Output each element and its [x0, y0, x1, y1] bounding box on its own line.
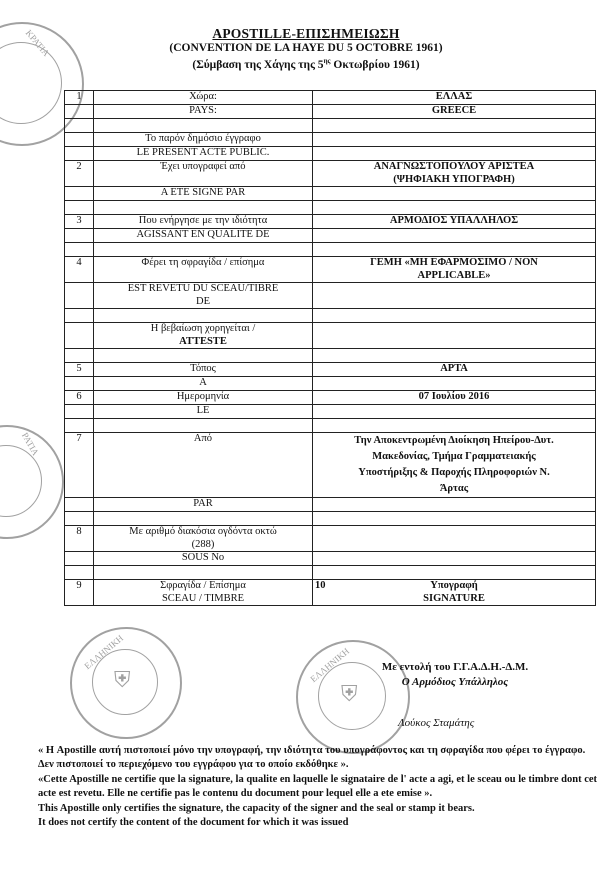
table-row	[65, 498, 596, 512]
field-value: ΑΡΤΑ	[313, 363, 596, 377]
apostille-table	[64, 90, 596, 606]
table-row	[65, 283, 596, 309]
field-label: Η βεβαίωση χορηγείται / ATTESTE	[94, 323, 313, 349]
disclaimer	[38, 744, 598, 831]
field-value: Την Αποκεντρωμένη Διοίκηση Ηπείρου-Δυτ. Μακεδονίας, Τμήμα Γραμματειακής Υποστήριξης & Παροχής Πληροφοριών Ν. Άρτας	[313, 433, 596, 498]
convention-fr: (CONVENTION DE LA HAYE DU 5 OCTOBRE 1961)	[169, 42, 443, 54]
table-row	[65, 133, 596, 147]
table-row	[65, 215, 596, 229]
signature-block	[330, 656, 580, 690]
table-row	[65, 433, 596, 498]
row-number: 6	[65, 391, 94, 405]
field-value: ΓΕΜΗ «ΜΗ ΕΦΑΡΜΟΣΙΜΟ / NON APPLICABLE»	[313, 257, 596, 283]
field-label: Το παρόν δημόσιο έγγραφο	[94, 133, 313, 147]
row-number: 8	[65, 526, 94, 552]
field-label: Φέρει τη σφραγίδα / επίσημα	[94, 257, 313, 283]
signer-name: Λούκος Σταμάτης	[398, 717, 475, 729]
field-label: Που ενήργησε με την ιδιότητα	[94, 215, 313, 229]
official-seal-right: ΕΛΛΗΝΙΚΗ ⛨	[296, 640, 410, 754]
field-label: Με αριθμό διακόσια ογδόντα οκτώ (288)	[94, 526, 313, 552]
table-row	[65, 552, 596, 566]
row-number: 9	[65, 580, 94, 606]
table-row	[65, 243, 596, 257]
field-label: Τόπος	[94, 363, 313, 377]
row-number: 2	[65, 161, 94, 187]
table-row	[65, 405, 596, 419]
row-number: 3	[65, 215, 94, 229]
field-label: SOUS No	[94, 552, 313, 566]
field-value: GREECE	[313, 105, 596, 119]
signature-role: Ο Αρμόδιος Υπάλληλος	[401, 676, 509, 688]
field-value: ΑΝΑΓΝΩΣΤΟΠΟΥΛΟΥ ΑΡΙΣΤΕΑ (ΨΗΦΙΑΚΗ ΥΠΟΓΡΑΦΗ)	[313, 161, 596, 187]
table-row	[65, 105, 596, 119]
disclaimer-greek: « Η Apostille αυτή πιστοποιεί μόνο την υπογραφή, την ιδιότητα του υπογράφοντος και τη σφραγίδα που φέρει το έγγραφο. Δεν πιστοποιεί το περιεχόμενο του εγγράφου για το οποίο εκδόθηκε ».	[38, 745, 586, 770]
table-row	[65, 91, 596, 105]
table-row	[65, 391, 596, 405]
field-label: PAR	[94, 498, 313, 512]
partial-stamp-top-left: ΚΡΑΤΙΑ	[0, 22, 84, 146]
table-row	[65, 323, 596, 349]
disclaimer-english: This Apostille only certifies the signature, the capacity of the signer and the seal or stamp it bears. It does not certify the content of the document for which it was issued	[38, 803, 475, 828]
field-value: 10 Υπογραφή SIGNATURE	[313, 580, 596, 606]
table-row	[65, 349, 596, 363]
row-number: 7	[65, 433, 94, 498]
row-number: 4	[65, 257, 94, 283]
table-row	[65, 512, 596, 526]
table-row	[65, 363, 596, 377]
field-label: Σφραγίδα / Επίσημα SCEAU / TIMBRE	[94, 580, 313, 606]
row-number-10: 10	[315, 580, 326, 591]
field-label: A ETE SIGNE PAR	[94, 187, 313, 201]
field-label: Χώρα:	[94, 91, 313, 105]
field-label: Έχει υπογραφεί από	[94, 161, 313, 187]
table-row	[65, 229, 596, 243]
row-number: 5	[65, 363, 94, 377]
field-label: LE	[94, 405, 313, 419]
field-label: AGISSANT EN QUALITE DE	[94, 229, 313, 243]
table-row	[65, 526, 596, 552]
table-row	[65, 377, 596, 391]
table-row	[65, 147, 596, 161]
field-label: Ημερομηνία	[94, 391, 313, 405]
disclaimer-french: «Cette Apostille ne certifie que la signature, la qualite en laquelle le signataire de l' acte a agi, et le sceau ou le timbre dont cet acte est revetu. Elle ne certifie pas le contenu du document pour lequel elle a ete emise ».	[38, 774, 598, 799]
document-title: APOSTILLE-ΕΠΙΣΗΜΕΙΩΣΗ	[212, 26, 400, 41]
field-value: 07 Ιουλίου 2016	[313, 391, 596, 405]
table-row	[65, 309, 596, 323]
convention-gr: (Σύμβαση της Χάγης της $5^{\eta\varsigma}$ Οκτωβρίου 1961)	[192, 57, 420, 71]
table-row	[65, 187, 596, 201]
field-label: EST REVETU DU SCEAU/TIBRE DE	[94, 283, 313, 309]
signature-authority: Με εντολή του Γ.Γ.Α.Δ.Η.-Δ.Μ.	[381, 661, 529, 673]
field-value: ΑΡΜΟΔΙΟΣ ΥΠΑΛΛΗΛΟΣ	[313, 215, 596, 229]
field-label: A	[94, 377, 313, 391]
field-label: Από	[94, 433, 313, 498]
partial-stamp-mid-left: ΡΑΤΙΑ	[0, 425, 64, 539]
field-label: LE PRESENT ACTE PUBLIC.	[94, 147, 313, 161]
field-value: ΕΛΛΑΣ	[313, 91, 596, 105]
table-row	[65, 419, 596, 433]
table-row	[65, 119, 596, 133]
field-label: PAYS:	[94, 105, 313, 119]
table-row	[65, 257, 596, 283]
row-number: 1	[65, 91, 94, 105]
table-row	[65, 201, 596, 215]
table-row	[65, 580, 596, 606]
official-seal-left: ΕΛΛΗΝΙΚΗ ⛨	[70, 627, 182, 739]
table-row	[65, 566, 596, 580]
table-row	[65, 161, 596, 187]
